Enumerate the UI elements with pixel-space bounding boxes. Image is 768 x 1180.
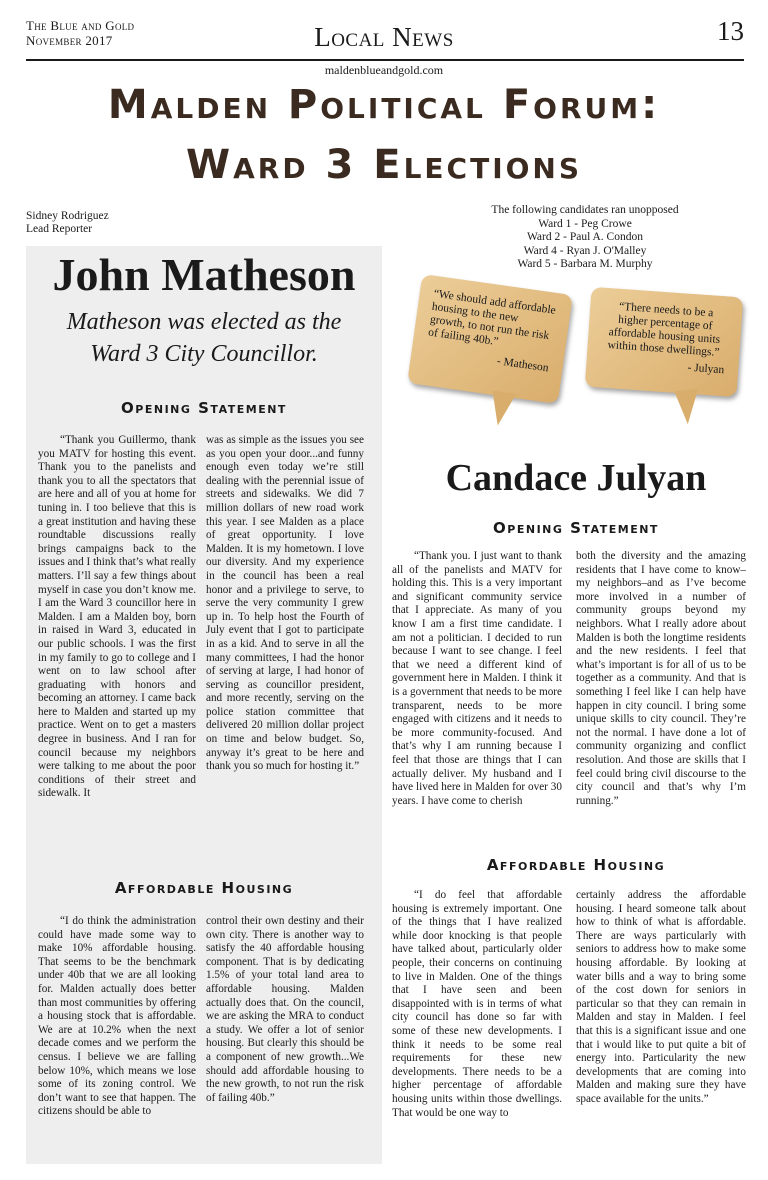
matheson-opening-col-1: “Thank you Guillermo, thank you MATV for hosting this event. Thank you to the panelists and thank you to all the spectators that are here and all of you at home for tuning in. I too believe that this is a great institution and having these roundtable discussions really brings campaigns back to the issues and I think that’s what really matters. I’ll say a few things about myself in case you don’t know me. I am the Ward 3 councillor here in Malden. I am a Malden boy, born in raised in Ward 3, educated in our public schools. I was the first in my family to go to college and I went on to law school after graduating with honors and becoming an attorney. I came back here to Malden and started up my practice. Went on to get a masters degree in business. And I ran for council because my neighbors were talking to me about the poor conditions of their street and sidewalk. It (38, 434, 196, 800)
julyan-quote-attribution: - Julyan (687, 361, 725, 377)
unopposed-item: Ward 1 - Peg Crowe (538, 217, 632, 230)
matheson-opening-col-2: was as simple as the issues you see as you open your door...and funny enough even today we’re still dealing with the perennial issue of streets and sidewalks. We did 7 million dollars of new road work this year. I see Malden as a place of great opportunity. I love Malden. It is my hometown. I love our diversity. And my experience in the council has been a real honor and a privilege to serve, to serve the very community I grew up in. To help host the Fourth of July event that I got to participate in as a kid. And to serve in all the many committees, I had the honor of serving at large, I had honor of serving as councillor president, and more recently, serving on the police station committee that delivered 20 million dollar project on time and below budget. So, anyway it’s great to be here and thank you so much for hosting it.” (206, 434, 364, 773)
matheson-housing-heading: Affordable Housing (114, 879, 294, 897)
byline (26, 210, 109, 236)
matheson-name: John Matheson (52, 249, 356, 300)
unopposed-candidates (440, 204, 730, 272)
matheson-subtitle (26, 306, 382, 370)
matheson-subtitle-line-2: Ward 3 City Councillor. (90, 341, 318, 367)
julyan-quote-text: “There needs to be a higher percentage of affordable housing units within those dwellings.” (607, 300, 721, 359)
publication-name: The Blue and Gold (26, 18, 135, 33)
julyan-quote-bubble (585, 287, 744, 397)
author-name: Sidney Rodriguez (26, 210, 109, 222)
issue-date: November 2017 (26, 33, 113, 48)
matheson-quote-bubble (407, 274, 573, 404)
julyan-quote-tail (674, 389, 701, 425)
julyan-housing-col-1: “I do feel that affordable housing is extremely important. One of the things that I have realized while door knocking is that people have talked about, particularly older people, their concerns on continuing to live in Malden. One of the things that I have seen and been disappointed with is in terms of what city council has done so far with some of these new developments. I think it needs to be some real requirements for these new developments. There needs to be a higher percentage of affordable housing units within those dwellings. That would be one way to (392, 889, 562, 1119)
matheson-housing-col-1: “I do think the administration could have made some way to make 10% affordable housing. That seems to be the benchmark under 40b that we are all looking for. Malden actually does better than most communities by offering a housing stock that is affordable. We are at 10.2% when the next decade comes and we perform the census. I believe we are falling below 10%, which means we lose some of its zoning control. We don’t want to see that happen. The citizens should be able to (38, 915, 196, 1118)
matheson-opening-heading: Opening Statement (121, 399, 287, 417)
headline-line-2: Ward 3 Elections (185, 142, 583, 188)
matheson-housing-col-2: control their own destiny and their own city. There is another way to satisfy the 40 affordable housing component. That is by dedicating 1.5% of your total land area to affordable housing. Malden actually does that. On the council, we are asking the MRA to conduct a study. We offer a lot of senior housing. But clearly this should be a component of new growth...We should add affordable housing to the new growth, to not run the risk of failing 40b.” (206, 915, 364, 1104)
julyan-opening-heading: Opening Statement (493, 519, 659, 537)
page-number: 13 (717, 16, 744, 46)
julyan-opening-col-2: both the diversity and the amazing residents that I have come to know–my neighbors–and as I’ve become more involved in a number of community groups beyond my neighbors. What I really adore about Malden is both the longtime residents and the new residents. I feel that what’s important is for all of us to be together as a community. And that is something I feel like I can help have happen in city council. I bring some unique skills to city council. They’re not the normal. I have done a lot of community organizing and conflict resolution. And those are skills that I feel could bring civil discourse to the city council and that’s why I’m running.” (576, 550, 746, 807)
header-rule (26, 59, 744, 61)
julyan-housing-heading: Affordable Housing (486, 856, 666, 874)
matheson-quote-attribution: - Matheson (496, 355, 550, 375)
unopposed-item: Ward 5 - Barbara M. Murphy (517, 258, 653, 270)
section-title: Local News (314, 22, 454, 52)
author-role: Lead Reporter (26, 223, 93, 235)
julyan-opening-col-1: “Thank you. I just want to thank all of the panelists and MATV for holding this. This is a very important and significant community service that I appreciate. As many of you know I am a first time candidate. I am not a politician. I decided to run because I want to see change. I feel that we need a different kind of government here in Malden. I think it is a government that needs to be more transparent, needs to be more engaged with citizens and it needs to be more community-focused. And that’s why I am running because I feel that those are things that I can actually deliver. My husband and I have lived here in Malden for over 30 years. I have come to cherish (392, 550, 562, 807)
matheson-subtitle-line-1: Matheson was elected as the (66, 309, 342, 335)
unopposed-item: Ward 4 - Ryan J. O'Malley (523, 244, 647, 257)
julyan-housing-col-2: certainly address the affordable housing. I heard someone talk about how to think of what is affordable. There are ways particularly with seniors to address how to make some housing affordable. By looking at water bills and a way to bring some of the cost down for seniors in particular so that they can remain in Malden and stay in Malden. I feel that this is a significant issue and one that i would like to put quite a bit of energy into. Particularity the new developments that are coming into Malden and making sure they have space available for the units.” (576, 889, 746, 1105)
website-url: maldenblueandgold.com (324, 63, 444, 77)
unopposed-intro: The following candidates ran unopposed (491, 204, 679, 216)
matheson-quote-text: “We should add affordable housing to the new growth, to not run the risk of failing 40b.” (427, 287, 557, 349)
headline-line-1: Malden Political Forum: (107, 82, 661, 128)
julyan-name: Candace Julyan (445, 457, 707, 499)
matheson-quote-tail (488, 390, 516, 427)
unopposed-item: Ward 2 - Paul A. Condon (527, 231, 643, 243)
